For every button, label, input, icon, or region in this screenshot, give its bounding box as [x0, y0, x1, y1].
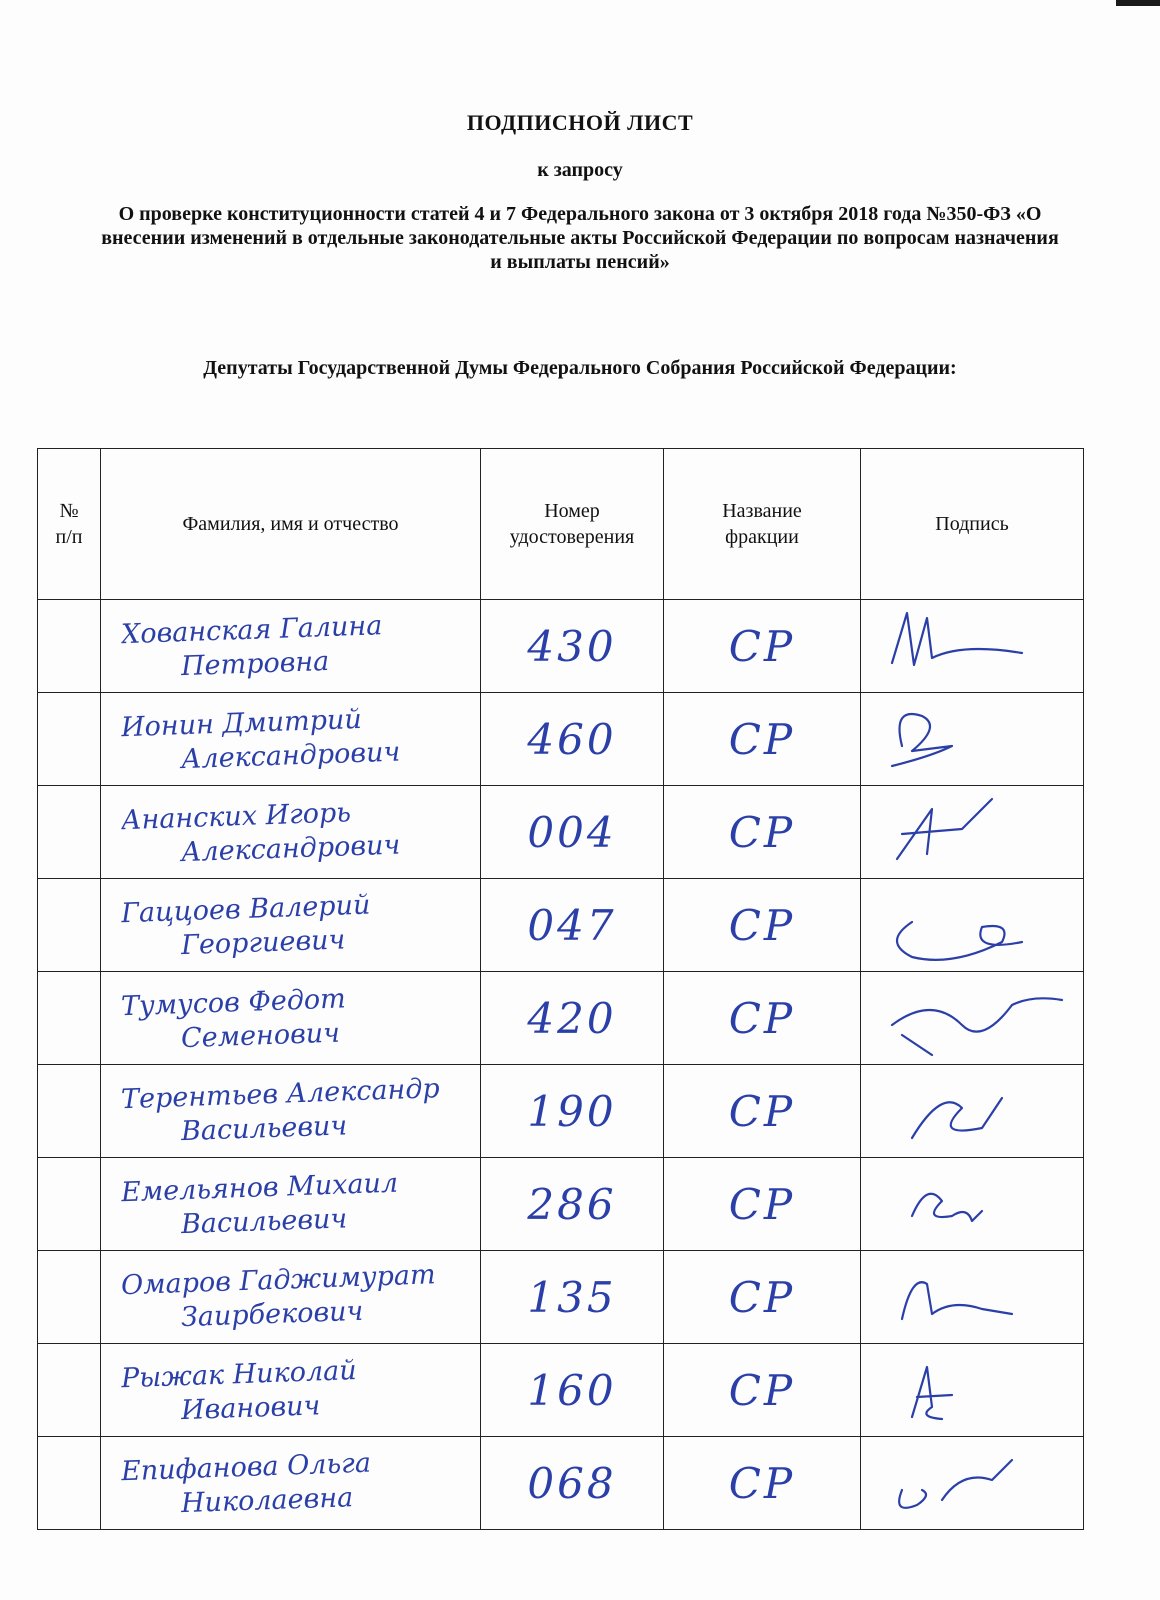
handwritten-signature [872, 1254, 1072, 1340]
signature-cell [861, 1437, 1084, 1530]
handwritten-name-line1: Ионин Дмитрий [120, 703, 363, 744]
handwritten-name-line1: Тумусов Федот [120, 983, 347, 1023]
column-header-number: № п/п [38, 449, 101, 600]
id-number-cell [481, 1251, 664, 1344]
id-number-cell [481, 1437, 664, 1530]
table-header-row [38, 449, 1084, 600]
row-number-cell [38, 600, 101, 693]
handwritten-id-number: 135 [527, 1272, 617, 1322]
table-row [38, 1437, 1084, 1530]
document-title: ПОДПИСНОЙ ЛИСТ [466, 110, 694, 135]
column-header-faction: Название фракции [664, 449, 861, 600]
id-number-cell [481, 600, 664, 693]
id-number-cell [481, 1344, 664, 1437]
deputy-name-cell [101, 600, 481, 693]
deputy-name-cell [101, 879, 481, 972]
scan-corner-mark [1116, 0, 1160, 6]
handwritten-faction: СР [728, 1458, 796, 1508]
faction-cell [664, 1344, 861, 1437]
deputy-name-cell [101, 972, 481, 1065]
signature-stroke [897, 799, 992, 859]
table-row [38, 693, 1084, 786]
handwritten-name-line1: Омаров Гаджимурат [120, 1259, 437, 1302]
handwritten-name-line2: Васильевич [180, 1203, 348, 1241]
handwritten-id-number: 420 [527, 993, 617, 1043]
signature-stroke [912, 1367, 952, 1419]
handwritten-id-number: 047 [527, 900, 617, 950]
faction-cell [664, 1065, 861, 1158]
signature-stroke [897, 922, 1022, 960]
faction-cell [664, 1251, 861, 1344]
handwritten-faction: СР [728, 900, 796, 950]
column-header-signature: Подпись [861, 449, 1084, 600]
handwritten-name-line2: Николаевна [180, 1482, 354, 1520]
row-number-cell [38, 1065, 101, 1158]
handwritten-signature [872, 1068, 1072, 1154]
signature-cell [861, 786, 1084, 879]
id-number-cell [481, 786, 664, 879]
heading-block [60, 110, 1100, 274]
handwritten-faction: СР [728, 1179, 796, 1229]
faction-cell [664, 1158, 861, 1251]
handwritten-name-line1: Емельянов Михаил [120, 1167, 399, 1209]
signature-cell [861, 1251, 1084, 1344]
faction-cell [664, 600, 861, 693]
signature-cell [861, 972, 1084, 1065]
handwritten-name-line2: Васильевич [180, 1110, 348, 1148]
handwritten-signature [872, 882, 1072, 968]
column-header-name: Фамилия, имя и отчество [101, 449, 481, 600]
faction-cell [664, 1437, 861, 1530]
signature-table [37, 448, 1084, 1530]
deputy-name-cell [101, 1251, 481, 1344]
handwritten-name-line1: Епифанова Ольга [120, 1447, 372, 1488]
id-number-cell [481, 879, 664, 972]
signature-stroke [892, 613, 1022, 665]
deputy-name-cell [101, 1344, 481, 1437]
table-row [38, 786, 1084, 879]
handwritten-id-number: 430 [527, 621, 617, 671]
deputies-heading: Депутаты Государственной Думы Федерального Собрания Российской Федерации: [203, 357, 957, 379]
handwritten-faction: СР [728, 807, 796, 857]
handwritten-name-line2: Петровна [180, 646, 330, 683]
handwritten-name-line2: Александрович [180, 736, 401, 776]
request-subject: О проверке конституционности статей 4 и 7 Федерального закона от 3 октября 2018 года №350-ФЗ «О внесении изменений в отдельные законодательные акты Российской Федерации по вопросам назначения и выплаты пенсий» [101, 203, 1059, 273]
row-number-cell [38, 1251, 101, 1344]
id-number-cell [481, 1065, 664, 1158]
handwritten-faction: СР [728, 1365, 796, 1415]
handwritten-faction: СР [728, 1272, 796, 1322]
signature-stroke [902, 1282, 1012, 1319]
signature-cell [861, 693, 1084, 786]
handwritten-id-number: 160 [527, 1365, 617, 1415]
handwritten-faction: СР [728, 621, 796, 671]
table-body [38, 600, 1084, 1530]
deputy-name-cell [101, 693, 481, 786]
row-number-cell [38, 972, 101, 1065]
table-row [38, 1344, 1084, 1437]
deputy-name-cell [101, 786, 481, 879]
id-number-cell [481, 693, 664, 786]
handwritten-name-line1: Гаццоев Валерий [120, 889, 371, 930]
handwritten-id-number: 068 [527, 1458, 617, 1508]
table-row [38, 972, 1084, 1065]
signature-stroke [899, 1460, 1012, 1508]
handwritten-name-line2: Заирбекович [180, 1295, 364, 1334]
row-number-cell [38, 1344, 101, 1437]
handwritten-name-line1: Терентьев Александр [120, 1073, 441, 1116]
table-row [38, 1158, 1084, 1251]
row-number-cell [38, 879, 101, 972]
handwritten-faction: СР [728, 993, 796, 1043]
signature-cell [861, 1344, 1084, 1437]
id-number-cell [481, 972, 664, 1065]
handwritten-id-number: 190 [527, 1086, 617, 1136]
faction-cell [664, 879, 861, 972]
column-header-id: Номер удостоверения [481, 449, 664, 600]
handwritten-id-number: 286 [527, 1179, 617, 1229]
table-row [38, 600, 1084, 693]
faction-cell [664, 786, 861, 879]
signature-stroke [912, 1098, 1002, 1138]
signature-cell [861, 879, 1084, 972]
handwritten-faction: СР [728, 714, 796, 764]
handwritten-name-line2: Александрович [180, 829, 401, 869]
signature-cell [861, 1158, 1084, 1251]
handwritten-id-number: 460 [527, 714, 617, 764]
table-row [38, 1251, 1084, 1344]
signature-cell [861, 600, 1084, 693]
faction-cell [664, 972, 861, 1065]
signature-cell [861, 1065, 1084, 1158]
handwritten-name-line2: Георгиевич [180, 924, 346, 962]
signature-stroke [892, 998, 1062, 1055]
handwritten-signature [872, 603, 1072, 689]
handwritten-signature [872, 1347, 1072, 1433]
deputy-name-cell [101, 1158, 481, 1251]
row-number-cell [38, 786, 101, 879]
faction-cell [664, 693, 861, 786]
handwritten-faction: СР [728, 1086, 796, 1136]
deputy-name-cell [101, 1437, 481, 1530]
id-number-cell [481, 1158, 664, 1251]
handwritten-name-line1: Хованская Галина [120, 610, 383, 651]
signature-stroke [892, 714, 952, 766]
row-number-cell [38, 1437, 101, 1530]
handwritten-signature [872, 1161, 1072, 1247]
row-number-cell [38, 1158, 101, 1251]
handwritten-name-line2: Иванович [180, 1390, 321, 1427]
row-number-cell [38, 693, 101, 786]
signature-stroke [912, 1194, 982, 1221]
handwritten-signature [872, 1440, 1072, 1526]
handwritten-name-line1: Рыжак Николай [120, 1355, 358, 1395]
handwritten-signature [872, 789, 1072, 875]
document-subtitle: к запросу [537, 159, 623, 181]
table-row [38, 879, 1084, 972]
table-row [38, 1065, 1084, 1158]
deputy-name-cell [101, 1065, 481, 1158]
handwritten-id-number: 004 [527, 807, 617, 857]
handwritten-signature [872, 975, 1072, 1061]
handwritten-name-line2: Семенович [180, 1017, 341, 1055]
handwritten-name-line1: Ананских Игорь [120, 797, 352, 837]
handwritten-signature [872, 696, 1072, 782]
